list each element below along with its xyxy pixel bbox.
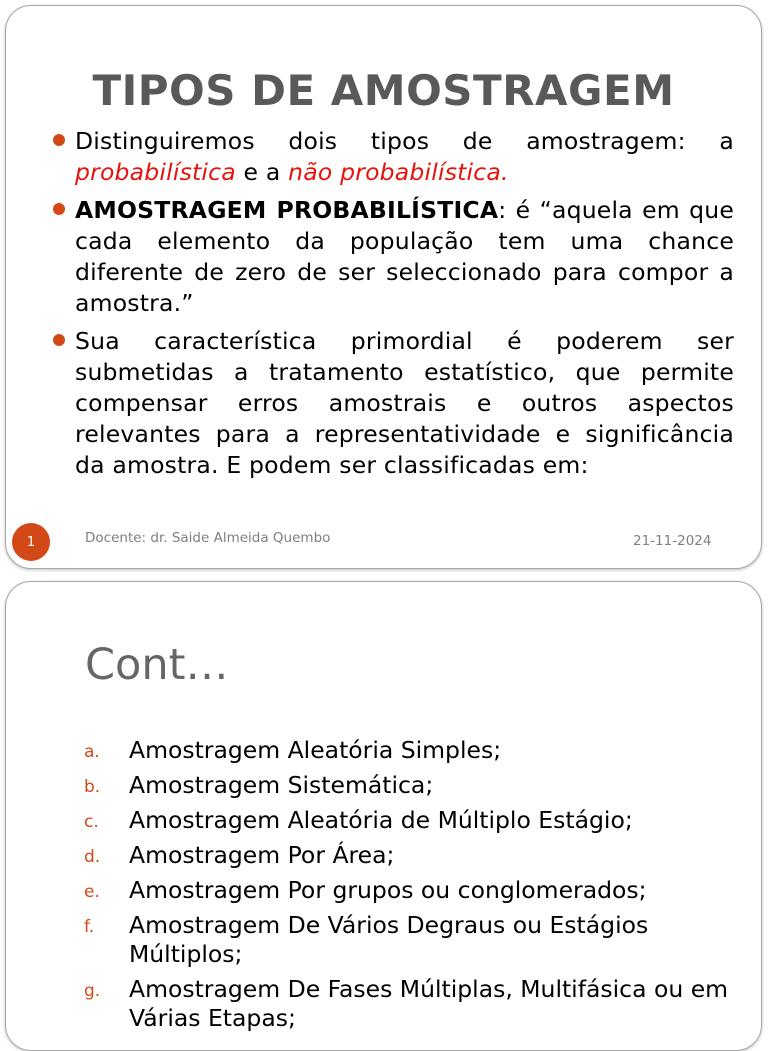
list-letter: e.: [84, 882, 100, 902]
list-text: Amostragem Sistemática;: [129, 771, 434, 799]
bullet-text: : é “aquela em que cada elemento da população tem uma chance diferente de zero de ser seleccionado para compor a amostra.”: [75, 196, 734, 317]
bullet-text: Sua característica primordial é poderem ser submetidas a tratamento estatístico, que permite compensar erros amostrais e outros aspectos relevantes para a representatividade e significância da amostra. E podem ser classificadas em:: [75, 327, 734, 479]
list-letter: f.: [84, 917, 95, 937]
list-text: Amostragem De Vários Degraus ou Estágios Múltiplos;: [129, 911, 649, 968]
list-item: [84, 736, 734, 765]
emphasis-text: não probabilística.: [288, 158, 509, 186]
list-text: Amostragem Aleatória de Múltiplo Estágio;: [129, 806, 633, 834]
list-item: [84, 975, 734, 1033]
list-letter: c.: [84, 812, 99, 832]
list-item: [84, 771, 734, 800]
bullet-dot-icon: [53, 203, 65, 215]
bullet-text: Distinguiremos dois tipos de amostragem: a: [75, 127, 734, 155]
list-letter: d.: [84, 847, 101, 867]
bullet-item: [51, 326, 734, 481]
list-item: [84, 841, 734, 870]
list-letter: a.: [84, 742, 100, 762]
footer-author: Docente: dr. Saide Almeida Quembo: [85, 530, 331, 546]
slide-title: TIPOS DE AMOSTRAGEM: [92, 66, 675, 115]
slide-title: Cont…: [85, 640, 229, 690]
emphasis-text: probabilística: [75, 158, 236, 186]
list-text: Amostragem Por grupos ou conglomerados;: [129, 876, 647, 904]
list-item: [84, 806, 734, 835]
list-letter: g.: [84, 981, 101, 1001]
slide-2: [5, 581, 762, 1051]
bullet-item: [51, 195, 734, 319]
list-item: [84, 911, 734, 969]
footer-date: 21-11-2024: [633, 533, 712, 549]
bullet-dot-icon: [53, 134, 65, 146]
list-text: Amostragem Por Área;: [129, 841, 395, 869]
bullet-text: e a: [235, 158, 289, 186]
bullet-item: [51, 126, 734, 188]
list-text: Amostragem Aleatória Simples;: [129, 736, 502, 764]
bullet-list: [51, 126, 734, 488]
page-number-badge: 1: [12, 523, 50, 561]
list-letter: b.: [84, 777, 101, 797]
list-text: Amostragem De Fases Múltiplas, Multifásica ou em Várias Etapas;: [129, 975, 729, 1032]
list-item: [84, 876, 734, 905]
bullet-dot-icon: [53, 334, 65, 346]
lettered-list: [84, 736, 734, 1039]
slide-1: [5, 5, 762, 569]
bold-term: AMOSTRAGEM PROBABILÍSTICA: [75, 196, 499, 224]
